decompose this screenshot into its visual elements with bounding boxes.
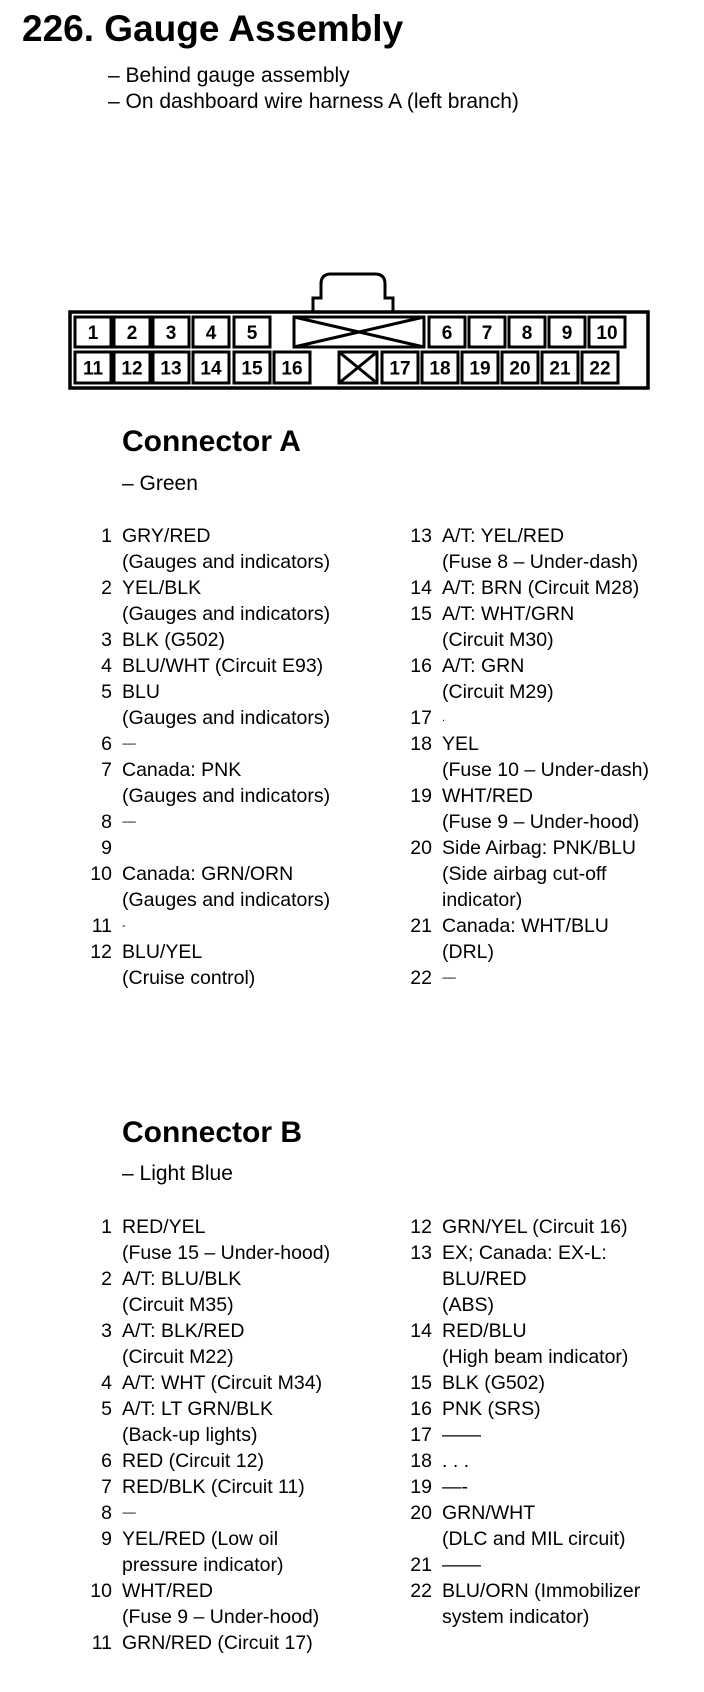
pin-number: 14 — [410, 1320, 432, 1342]
pin-description-line: (Circuit M29) — [442, 681, 554, 703]
connector-a-color: – Green — [122, 472, 198, 495]
connector-pin-number: 8 — [521, 323, 533, 344]
pin-description — [442, 1370, 545, 1396]
pin-description — [442, 601, 574, 653]
pin-description — [442, 705, 444, 731]
pin-number: 13 — [410, 1242, 432, 1264]
pin-entry — [76, 913, 330, 939]
pin-description-line: (Cruise control) — [122, 967, 256, 989]
pin-number: 17 — [410, 707, 432, 729]
pin-entry — [76, 1396, 330, 1448]
pin-description-line: GRN/WHT — [442, 1502, 536, 1524]
pin-description — [122, 679, 330, 731]
connector-pin-number: 13 — [160, 358, 182, 380]
pin-description — [122, 627, 225, 653]
pin-description — [442, 913, 609, 965]
pin-number: 18 — [410, 1450, 432, 1472]
pin-description-line: Canada: GRN/ORN — [122, 863, 294, 885]
pin-description-line: PNK (SRS) — [442, 1398, 541, 1420]
pin-entry — [76, 627, 330, 653]
pin-description — [122, 757, 330, 809]
pin-number: 9 — [101, 837, 112, 859]
pin-description-line: RED (Circuit 12) — [122, 1450, 264, 1472]
pin-description-line: Canada: PNK — [122, 759, 242, 781]
pin-description — [122, 835, 127, 861]
pin-description-line: —- — [442, 1476, 468, 1498]
pin-description-line: (Fuse 9 – Under-hood) — [122, 1606, 320, 1628]
pin-description-line: GRN/YEL (Circuit 16) — [442, 1216, 628, 1238]
pin-number: 12 — [90, 941, 112, 963]
pin-description-line: RED/BLK (Circuit 11) — [122, 1476, 305, 1498]
pin-description — [442, 653, 554, 705]
pin-entry — [76, 1214, 330, 1266]
pin-entry — [76, 757, 330, 809]
pin-description — [122, 1370, 322, 1396]
pin-description-line: A/T: BLU/BLK — [122, 1268, 242, 1290]
connector-pin-number: 15 — [241, 358, 263, 380]
pin-description-line: A/T: WHT/GRN — [442, 603, 575, 625]
pin-number: 19 — [410, 785, 432, 807]
pin-description-line: (ABS) — [442, 1294, 495, 1316]
pin-entry — [76, 1266, 330, 1318]
pin-number: 14 — [410, 577, 432, 599]
pin-description-line: (Gauges and indicators) — [122, 785, 331, 807]
connector-pin-number: 5 — [246, 323, 258, 344]
pin-number: 19 — [410, 1476, 432, 1498]
pin-description — [122, 575, 330, 627]
pin-entry — [76, 731, 330, 757]
pin-description-line: (Fuse 9 – Under-hood) — [442, 811, 640, 833]
pin-description-line: (Fuse 8 – Under-dash) — [442, 551, 639, 573]
pin-entry — [396, 601, 649, 653]
pin-description-line: ----- — [122, 1507, 136, 1519]
pin-number: 21 — [410, 1554, 432, 1576]
connector-pin-number: 9 — [561, 323, 573, 344]
pin-number: 6 — [101, 1450, 112, 1472]
pin-description — [122, 523, 330, 575]
pin-number: 20 — [410, 1502, 432, 1524]
pin-number: 7 — [101, 759, 112, 781]
pin-description — [442, 1474, 468, 1500]
pin-entry — [396, 575, 649, 601]
pin-description — [122, 809, 135, 835]
pin-number: 11 — [91, 915, 112, 937]
pin-description — [122, 1474, 305, 1500]
connector-pin-number: 16 — [281, 358, 303, 380]
pin-description — [122, 913, 125, 939]
pin-number: 10 — [90, 863, 112, 885]
pin-description — [442, 1396, 541, 1422]
pin-description — [122, 1396, 273, 1448]
connector-pin-number: 19 — [469, 358, 491, 380]
pin-description-line: indicator) — [442, 889, 523, 911]
pin-entry — [76, 861, 330, 913]
pin-description — [442, 783, 639, 835]
pin-description-line: (Gauges and indicators) — [122, 603, 331, 625]
pin-description-line: BLU/WHT (Circuit E93) — [122, 655, 324, 677]
pin-description-line: (Circuit M35) — [122, 1294, 234, 1316]
pin-number: 2 — [101, 577, 112, 599]
pin-number: 5 — [101, 1398, 112, 1420]
connector-pin-number: 7 — [481, 323, 493, 344]
pin-description-line: ----- — [442, 972, 456, 984]
pin-number: 9 — [101, 1528, 112, 1550]
pin-description-line: GRY/RED — [122, 525, 211, 547]
pin-number: 22 — [410, 967, 432, 989]
pin-description-line: GRN/RED (Circuit 17) — [122, 1632, 313, 1654]
pin-description-line: BLK (G502) — [122, 629, 225, 651]
pin-description-line: A/T: BRN (Circuit M28) — [442, 577, 640, 599]
pin-description-line: ----- — [122, 816, 136, 828]
pin-entry — [396, 835, 649, 913]
pin-description-line: (Gauges and indicators) — [122, 707, 331, 729]
pin-entry — [76, 939, 330, 991]
pin-entry — [76, 653, 330, 679]
pin-description-line: —— — [442, 1554, 481, 1576]
pin-entry — [76, 1500, 330, 1526]
pin-description-line: RED/YEL — [122, 1216, 206, 1238]
pin-description — [442, 835, 636, 913]
pin-entry — [76, 575, 330, 627]
pin-description-line — [122, 835, 127, 861]
connector-pin-number: 20 — [509, 358, 531, 380]
pin-description — [122, 731, 135, 757]
pin-number: 20 — [410, 837, 432, 859]
location-line-2: – On dashboard wire harness A (left branch) — [108, 90, 519, 113]
pin-description-line: EX; Canada: EX-L: — [442, 1242, 607, 1264]
pin-number: 13 — [410, 525, 432, 547]
pin-description — [122, 1578, 319, 1630]
pin-entry — [396, 1448, 640, 1474]
pin-entry — [396, 913, 649, 965]
pin-entry — [396, 1422, 640, 1448]
pin-description-line: A/T: YEL/RED — [442, 525, 565, 547]
pin-description-line: (DRL) — [442, 941, 494, 963]
pin-description-line: A/T: BLK/RED — [122, 1320, 245, 1342]
pin-description-line: WHT/RED — [442, 785, 533, 807]
pin-number: 8 — [101, 1502, 112, 1524]
pin-description — [122, 1500, 135, 1526]
pin-description — [122, 1266, 241, 1318]
connector-a-title: Connector A — [122, 425, 301, 458]
pin-description — [442, 731, 649, 783]
connector-pin-number: 11 — [82, 358, 104, 380]
pin-description-line: (Fuse 15 – Under-hood) — [122, 1242, 331, 1264]
pin-description — [442, 1578, 640, 1630]
pin-description-line: (Fuse 10 – Under-dash) — [442, 759, 650, 781]
connector-pin-number: 2 — [126, 323, 138, 344]
connector-pin-number: 1 — [87, 323, 99, 344]
pin-description-line: Side Airbag: PNK/BLU — [442, 837, 637, 859]
pin-description-line: system indicator) — [442, 1606, 590, 1628]
pin-number: 15 — [410, 1372, 432, 1394]
connector-pin-number: 4 — [205, 323, 217, 344]
pin-entry — [396, 731, 649, 783]
pin-entry — [76, 1474, 330, 1500]
pin-description-line: BLK (G502) — [442, 1372, 545, 1394]
pin-description-line: pressure indicator) — [122, 1554, 284, 1576]
pin-description — [442, 575, 639, 601]
connector-pin-number: 10 — [596, 323, 618, 344]
pin-description-line: —— — [442, 1424, 481, 1446]
pin-description — [122, 1526, 283, 1578]
pin-number: 5 — [101, 681, 112, 703]
pin-description — [122, 861, 330, 913]
pin-description-line: (Circuit M22) — [122, 1346, 234, 1368]
connector-b-title: Connector B — [122, 1116, 302, 1149]
pin-description — [442, 1500, 626, 1552]
pin-number: 1 — [101, 525, 112, 547]
pin-description-line: . . . — [442, 1450, 470, 1472]
location-line-1: – Behind gauge assembly — [108, 64, 350, 87]
pin-entry — [76, 1526, 330, 1578]
pin-entry — [76, 835, 330, 861]
pin-description-line: RED/BLU — [442, 1320, 527, 1342]
pin-number: 12 — [410, 1216, 432, 1238]
pin-entry — [396, 1500, 640, 1552]
pin-description-line: A/T: LT GRN/BLK — [122, 1398, 273, 1420]
pin-description-line: - — [122, 920, 125, 932]
pin-description-line: (Gauges and indicators) — [122, 889, 331, 911]
pin-entry — [396, 523, 649, 575]
connector-b-pin-list-left — [76, 1214, 330, 1656]
pin-number: 21 — [410, 915, 432, 937]
pin-number: 2 — [101, 1268, 112, 1290]
pin-number: 16 — [410, 1398, 432, 1420]
pin-description — [122, 1318, 244, 1370]
pin-entry — [76, 1370, 330, 1396]
pin-entry — [396, 1370, 640, 1396]
pin-entry — [76, 1630, 330, 1656]
pin-description-line: (DLC and MIL circuit) — [442, 1528, 626, 1550]
pin-number: 3 — [101, 1320, 112, 1342]
pin-description — [122, 1448, 264, 1474]
connector-pin-number: 22 — [589, 358, 611, 380]
pin-entry — [396, 1240, 640, 1318]
connector-pin-number: 6 — [441, 323, 453, 344]
pin-description-line: BLU/ORN (Immobilizer — [442, 1580, 641, 1602]
pin-description-line: (Back-up lights) — [122, 1424, 258, 1446]
pin-description — [122, 939, 255, 991]
pin-description-line: A/T: GRN — [442, 655, 525, 677]
pin-description-line: (Gauges and indicators) — [122, 551, 331, 573]
pin-number: 3 — [101, 629, 112, 651]
pin-number: 16 — [410, 655, 432, 677]
connector-pin-number: 3 — [165, 323, 177, 344]
pin-description-line: (Circuit M30) — [442, 629, 554, 651]
pin-description-line: BLU/YEL — [122, 941, 203, 963]
pin-entry — [76, 1448, 330, 1474]
pin-entry — [76, 679, 330, 731]
pin-description-line: A/T: WHT (Circuit M34) — [122, 1372, 323, 1394]
connector-b-pin-list-right — [396, 1214, 640, 1630]
pin-entry — [396, 1318, 640, 1370]
pin-description — [122, 653, 323, 679]
pin-description — [442, 1422, 481, 1448]
pin-entry — [396, 965, 649, 991]
connector-diagram — [0, 268, 704, 398]
page-title: 226. Gauge Assembly — [22, 8, 404, 49]
connector-pin-number: 18 — [429, 358, 451, 380]
pin-entry — [396, 1552, 640, 1578]
pin-description-line: ----- — [122, 738, 136, 750]
pin-description-line: . — [442, 712, 445, 724]
connector-pin-number: 12 — [121, 358, 143, 380]
pin-number: 18 — [410, 733, 432, 755]
pin-number: 17 — [410, 1424, 432, 1446]
connector-b-color: – Light Blue — [122, 1162, 233, 1185]
pin-number: 11 — [91, 1632, 112, 1654]
pin-description — [442, 523, 638, 575]
pin-entry — [76, 1578, 330, 1630]
pin-number: 8 — [101, 811, 112, 833]
pin-entry — [396, 783, 649, 835]
connector-pin-number: 17 — [389, 358, 411, 380]
pin-number: 1 — [101, 1216, 112, 1238]
pin-description — [442, 1214, 628, 1240]
pin-number: 6 — [101, 733, 112, 755]
pin-entry — [76, 523, 330, 575]
connector-latch — [313, 274, 393, 312]
pin-description — [442, 1240, 607, 1318]
connector-pin-number: 14 — [200, 358, 222, 380]
pin-description-line: Canada: WHT/BLU — [442, 915, 609, 937]
pin-entry — [76, 1318, 330, 1370]
pin-number: 7 — [101, 1476, 112, 1498]
pin-description — [442, 1318, 628, 1370]
connector-a-pin-list-right — [396, 523, 649, 991]
pin-description-line: YEL — [442, 733, 479, 755]
pin-description-line: YEL/RED (Low oil — [122, 1528, 279, 1550]
pin-number: 22 — [410, 1580, 432, 1602]
pin-number: 4 — [101, 655, 112, 677]
connector-pin-number: 21 — [549, 358, 571, 380]
pin-entry — [396, 1396, 640, 1422]
pin-description-line: WHT/RED — [122, 1580, 213, 1602]
pin-description — [122, 1630, 313, 1656]
pin-entry — [396, 1474, 640, 1500]
connector-a-pin-list-left — [76, 523, 330, 991]
pin-entry — [396, 705, 649, 731]
pin-entry — [396, 653, 649, 705]
pin-description — [122, 1214, 330, 1266]
pin-number: 4 — [101, 1372, 112, 1394]
pin-description — [442, 965, 455, 991]
pin-description-line: BLU — [122, 681, 160, 703]
pin-entry — [76, 809, 330, 835]
pin-number: 15 — [410, 603, 432, 625]
pin-description-line: YEL/BLK — [122, 577, 202, 599]
pin-description — [442, 1552, 481, 1578]
pin-description — [442, 1448, 469, 1474]
pin-entry — [396, 1578, 640, 1630]
pin-description-line: BLU/RED — [442, 1268, 527, 1290]
pin-number: 10 — [90, 1580, 112, 1602]
pin-description-line: (Side airbag cut-off — [442, 863, 607, 885]
pin-entry — [396, 1214, 640, 1240]
pin-description-line: (High beam indicator) — [442, 1346, 629, 1368]
